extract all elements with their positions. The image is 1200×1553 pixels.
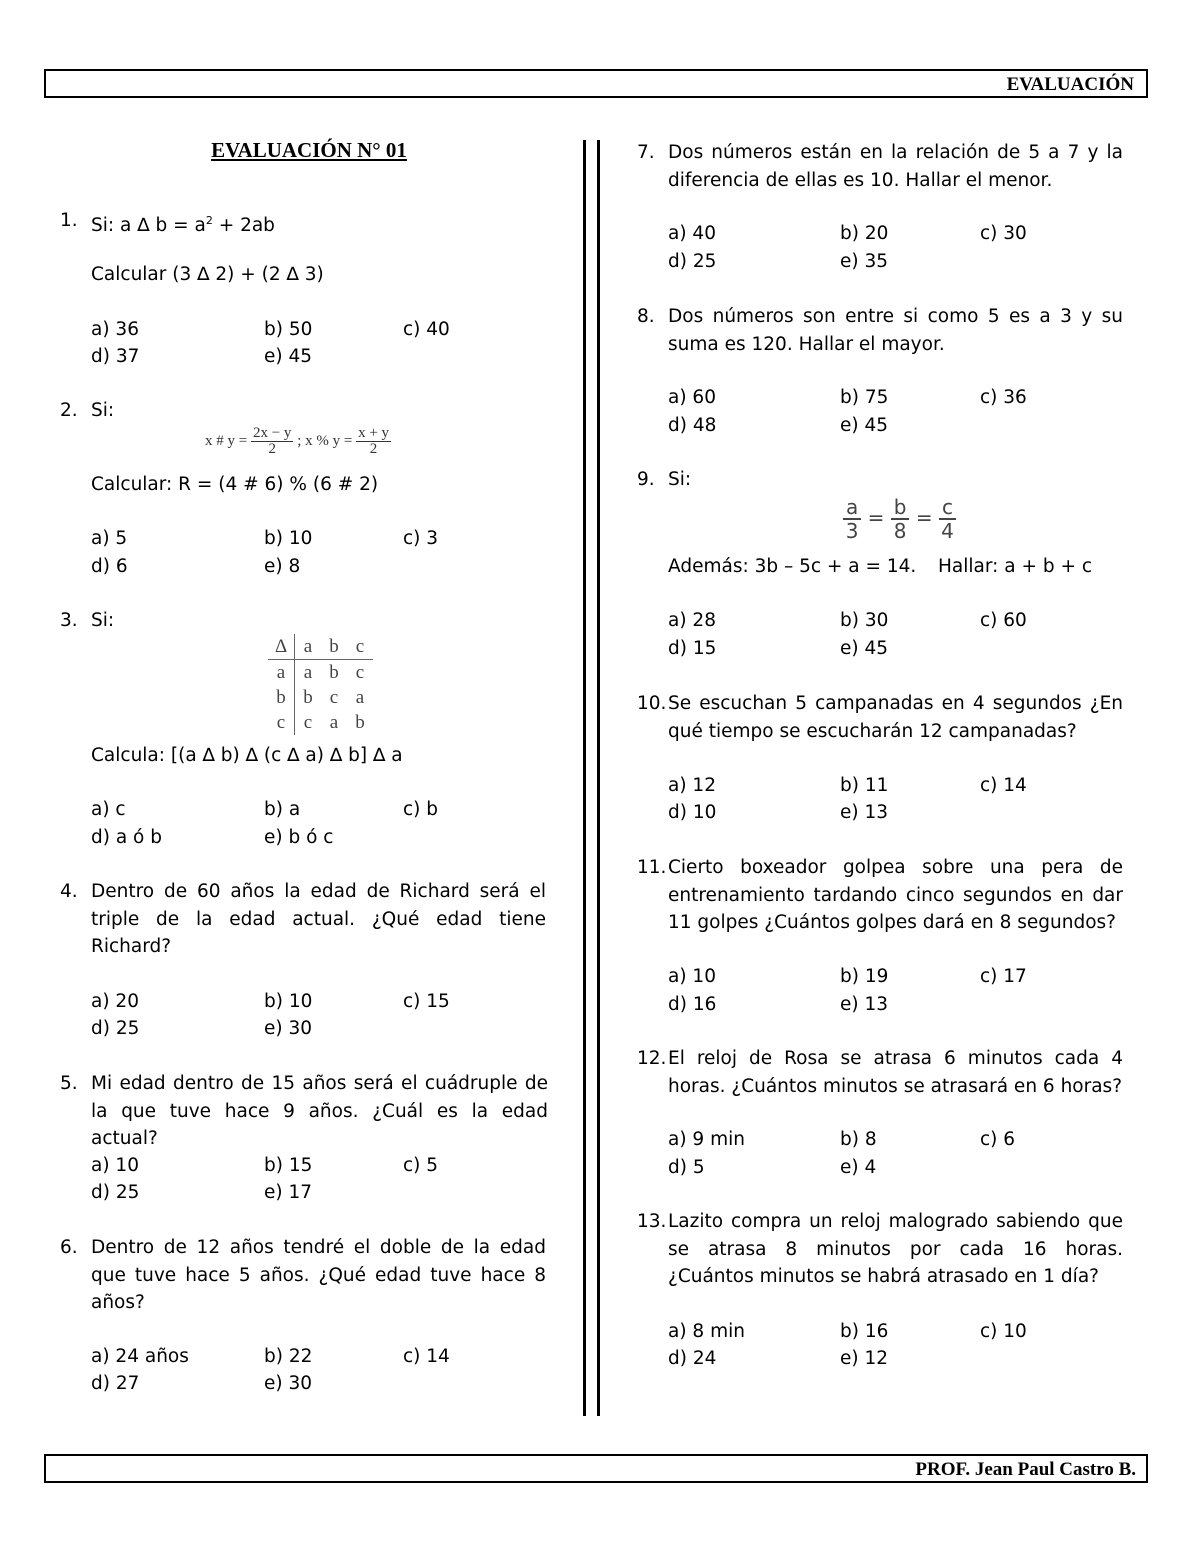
option[interactable]: a) 24 años bbox=[91, 1346, 189, 1367]
option[interactable]: d) 25 bbox=[91, 1018, 140, 1039]
question-text: Mi edad dentro de 15 años será el cuádruple de la que tuve hace 9 años. ¿Cuál es la edad actual? bbox=[91, 1073, 548, 1149]
question-text: Se escuchan 5 campanadas en 4 segundos ¿En qué tiempo se escucharán 12 campanadas? bbox=[668, 693, 1123, 742]
question-1-sub: Calcular (3 ∆ 2) + (2 ∆ 3) bbox=[91, 264, 324, 285]
option[interactable]: e) 35 bbox=[840, 251, 889, 272]
option[interactable]: d) 27 bbox=[91, 1373, 140, 1394]
option[interactable]: b) a bbox=[264, 799, 301, 820]
option[interactable]: b) 11 bbox=[840, 775, 889, 796]
option[interactable]: b) 30 bbox=[840, 610, 889, 631]
option[interactable]: a) 60 bbox=[668, 387, 716, 408]
question-9-sub: Además: 3b – 5c + a = 14. bbox=[668, 556, 917, 577]
option[interactable]: c) b bbox=[403, 799, 439, 820]
option[interactable]: a) 10 bbox=[91, 1155, 139, 1176]
option[interactable]: d) 37 bbox=[91, 346, 140, 367]
option[interactable]: c) 6 bbox=[980, 1129, 1016, 1150]
option[interactable]: d) 5 bbox=[668, 1157, 705, 1178]
operation-table: ∆ a b c a a b c b b c a c c a b bbox=[268, 634, 373, 735]
option[interactable]: a) 36 bbox=[91, 319, 139, 340]
option[interactable]: c) 30 bbox=[980, 223, 1027, 244]
option[interactable]: d) 6 bbox=[91, 556, 128, 577]
option[interactable]: d) 25 bbox=[668, 251, 717, 272]
question-number: 6. bbox=[60, 1237, 78, 1258]
question-3-sub: Calcula: [(a ∆ b) ∆ (c ∆ a) ∆ b] ∆ a bbox=[91, 745, 403, 766]
question-text: Lazito compra un reloj malogrado sabiendo que se atrasa 8 minutos por cada 16 horas. ¿Cuántos minutos se habrá atrasado en 1 día? bbox=[668, 1211, 1123, 1287]
option[interactable]: e) 13 bbox=[840, 994, 889, 1015]
option[interactable]: b) 22 bbox=[264, 1346, 313, 1367]
option[interactable]: a) 20 bbox=[91, 991, 139, 1012]
option[interactable]: d) 10 bbox=[668, 802, 717, 823]
option[interactable]: a) 28 bbox=[668, 610, 716, 631]
option[interactable]: c) 40 bbox=[403, 319, 450, 340]
option[interactable]: d) 15 bbox=[668, 638, 717, 659]
question-text: Dos números son entre si como 5 es a 3 y su suma es 120. Hallar el mayor. bbox=[668, 306, 1123, 355]
option[interactable]: a) 12 bbox=[668, 775, 716, 796]
column-divider-left bbox=[583, 140, 586, 1416]
question-2-sub: Calcular: R = (4 # 6) % (6 # 2) bbox=[91, 474, 379, 495]
header-title: EVALUACIÓN bbox=[1006, 74, 1134, 95]
option[interactable]: e) 4 bbox=[840, 1157, 877, 1178]
question-number: 7. bbox=[637, 142, 655, 163]
option[interactable]: e) 45 bbox=[840, 638, 889, 659]
question-text: Si: bbox=[91, 610, 115, 631]
option[interactable]: c) 15 bbox=[403, 991, 450, 1012]
option[interactable]: e) 12 bbox=[840, 1348, 889, 1369]
option[interactable]: a) 40 bbox=[668, 223, 716, 244]
option[interactable]: c) 3 bbox=[403, 528, 439, 549]
option[interactable]: b) 8 bbox=[840, 1129, 877, 1150]
page-header bbox=[44, 69, 1148, 98]
option[interactable]: a) 9 min bbox=[668, 1129, 745, 1150]
option[interactable]: b) 10 bbox=[264, 991, 313, 1012]
option[interactable]: b) 19 bbox=[840, 966, 889, 987]
question-text: Si: a ∆ $b = a^2 + 2ab$ bbox=[91, 214, 275, 237]
ratio-formula: $\frac{a}{3}$ = $\frac{b}{8}$ = $\frac{c}{4}$ bbox=[843, 496, 956, 542]
option[interactable]: e) 45 bbox=[264, 346, 313, 367]
question-number: 11. bbox=[637, 857, 667, 878]
option[interactable]: a) c bbox=[91, 799, 126, 820]
footer-author: PROF. Jean Paul Castro B. bbox=[915, 1459, 1136, 1480]
option[interactable]: e) b ó c bbox=[264, 827, 334, 848]
option[interactable]: a) 5 bbox=[91, 528, 128, 549]
option[interactable]: c) 10 bbox=[980, 1321, 1027, 1342]
question-text: Cierto boxeador golpea sobre una pera de entrenamiento tardando cinco segundos en dar 11 golpes ¿Cuántos golpes dará en 8 segundos? bbox=[668, 857, 1123, 933]
option[interactable]: b) 16 bbox=[840, 1321, 889, 1342]
option[interactable]: b) 10 bbox=[264, 528, 313, 549]
option[interactable]: b) 15 bbox=[264, 1155, 313, 1176]
option[interactable]: a) 8 min bbox=[668, 1321, 745, 1342]
question-number: 13. bbox=[637, 1211, 667, 1232]
question-text: Dos números están en la relación de 5 a 7 y la diferencia de ellas es 10. Hallar el menor. bbox=[668, 142, 1123, 191]
question-number: 12. bbox=[637, 1048, 667, 1069]
question-text: Si: bbox=[91, 400, 115, 421]
question-number: 10. bbox=[637, 693, 667, 714]
question-text: Dentro de 12 años tendré el doble de la edad que tuve hace 5 años. ¿Qué edad tuve hace 8 años? bbox=[91, 1237, 546, 1313]
question-number: 1. bbox=[60, 210, 78, 231]
option[interactable]: e) 30 bbox=[264, 1373, 313, 1394]
question-text: El reloj de Rosa se atrasa 6 minutos cada 4 horas. ¿Cuántos minutos se atrasará en 6 horas? bbox=[668, 1048, 1123, 1097]
question-number: 8. bbox=[637, 306, 655, 327]
option[interactable]: c) 17 bbox=[980, 966, 1027, 987]
question-text: Si: bbox=[668, 469, 692, 490]
question-text: Dentro de 60 años la edad de Richard será el triple de la edad actual. ¿Qué edad tiene Richard? bbox=[91, 881, 546, 957]
option[interactable]: b) 50 bbox=[264, 319, 313, 340]
option[interactable]: d) 48 bbox=[668, 415, 717, 436]
option[interactable]: c) 36 bbox=[980, 387, 1027, 408]
column-divider-right bbox=[597, 140, 600, 1416]
question-2-formula: x # y = $\frac{2x - y}{2}$ ; x % y = $\frac{x + y}{2}$ bbox=[205, 425, 390, 457]
option[interactable]: a) 10 bbox=[668, 966, 716, 987]
option[interactable]: e) 13 bbox=[840, 802, 889, 823]
option[interactable]: d) 24 bbox=[668, 1348, 717, 1369]
option[interactable]: d) 16 bbox=[668, 994, 717, 1015]
option[interactable]: c) 5 bbox=[403, 1155, 439, 1176]
option[interactable]: e) 45 bbox=[840, 415, 889, 436]
option[interactable]: e) 8 bbox=[264, 556, 301, 577]
option[interactable]: d) 25 bbox=[91, 1182, 140, 1203]
question-number: 2. bbox=[60, 400, 78, 421]
question-number: 9. bbox=[637, 469, 655, 490]
option[interactable]: b) 75 bbox=[840, 387, 889, 408]
exam-title: EVALUACIÓN N° 01 bbox=[211, 138, 407, 162]
option[interactable]: e) 17 bbox=[264, 1182, 313, 1203]
option[interactable]: b) 20 bbox=[840, 223, 889, 244]
option[interactable]: c) 60 bbox=[980, 610, 1027, 631]
option[interactable]: c) 14 bbox=[980, 775, 1027, 796]
option[interactable]: d) a ó b bbox=[91, 827, 163, 848]
page-footer bbox=[44, 1454, 1148, 1483]
option[interactable]: c) 14 bbox=[403, 1346, 450, 1367]
question-9-sub2: Hallar: a + b + c bbox=[938, 556, 1093, 577]
option[interactable]: e) 30 bbox=[264, 1018, 313, 1039]
question-number: 5. bbox=[60, 1073, 78, 1094]
question-number: 4. bbox=[60, 881, 78, 902]
question-number: 3. bbox=[60, 610, 78, 631]
